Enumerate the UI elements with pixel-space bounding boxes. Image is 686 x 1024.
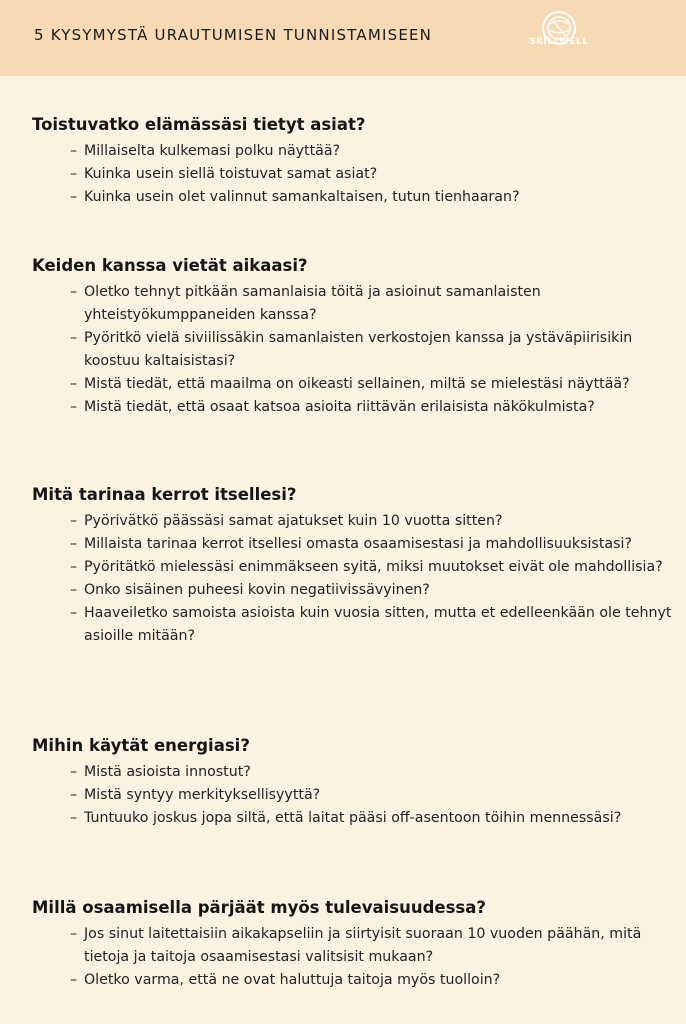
skillwell-logo [528,10,590,66]
page-title: 5 KYSYMYSTÄ URAUTUMISEN TUNNISTAMISEEN [34,26,433,44]
list-item: – Kuinka usein olet valinnut samankaltaisen, tutun tienhaaran? [32,186,672,209]
list-item: – Mistä asioista innostut? [32,761,672,784]
question-section-5 [32,897,672,992]
list-item: – Pyörivätkö päässäsi samat ajatukset kuin 10 vuotta sitten? [32,510,672,533]
list-item: – Mistä syntyy merkityksellisyyttä? [32,784,672,807]
list-item: – Pyöritkö vielä siviilissäkin samanlaisten verkostojen kanssa ja ystäväpiirisikin koostuu kaltaisistasi? [32,327,672,373]
question-section-4 [32,735,672,830]
question-heading: Mihin käytät energiasi? [32,736,250,755]
list-item: – Mistä tiedät, että osaat katsoa asioita riittävän erilaisista näkökulmista? [32,396,672,419]
question-heading: Millä osaamisella pärjäät myös tulevaisuudessa? [32,898,486,917]
question-list [32,281,672,419]
list-item: – Millaista tarinaa kerrot itsellesi omasta osaamisestasi ja mahdollisuuksistasi? [32,533,672,556]
question-list [32,510,672,648]
question-list [32,140,672,209]
list-item: – Haaveiletko samoista asioista kuin vuosia sitten, mutta et edelleenkään ole tehnyt asioille mitään? [32,602,672,648]
question-heading: Mitä tarinaa kerrot itsellesi? [32,485,297,504]
list-item: – Oletko varma, että ne ovat haluttuja taitoja myös tuolloin? [32,969,672,992]
question-heading: Keiden kanssa vietät aikaasi? [32,256,308,275]
list-item: – Pyöritätkö mielessäsi enimmäkseen syitä, miksi muutokset eivät ole mahdollisia? [32,556,672,579]
question-section-1 [32,114,672,209]
logo-text: SKILLWELL [529,37,589,47]
list-item: – Kuinka usein siellä toistuvat samat asiat? [32,163,672,186]
list-item: – Jos sinut laitettaisiin aikakapseliin ja siirtyisit suoraan 10 vuoden päähän, mitä tietoja ja taitoja osaamisestasi valitsisit mukaan? [32,923,672,969]
question-section-3 [32,484,672,648]
question-section-2 [32,255,672,419]
question-heading: Toistuvatko elämässäsi tietyt asiat? [32,115,366,134]
list-item: – Onko sisäinen puheesi kovin negatiivissävyinen? [32,579,672,602]
list-item: – Tuntuuko joskus jopa siltä, että laitat pääsi off-asentoon töihin mennessäsi? [32,807,672,830]
list-item: – Mistä tiedät, että maailma on oikeasti sellainen, miltä se mielestäsi näyttää? [32,373,672,396]
list-item: – Millaiselta kulkemasi polku näyttää? [32,140,672,163]
question-list [32,761,672,830]
header-banner [0,0,686,76]
list-item: – Oletko tehnyt pitkään samanlaisia töitä ja asioinut samanlaisten yhteistyökumppaneiden kanssa? [32,281,672,327]
question-list [32,923,672,992]
